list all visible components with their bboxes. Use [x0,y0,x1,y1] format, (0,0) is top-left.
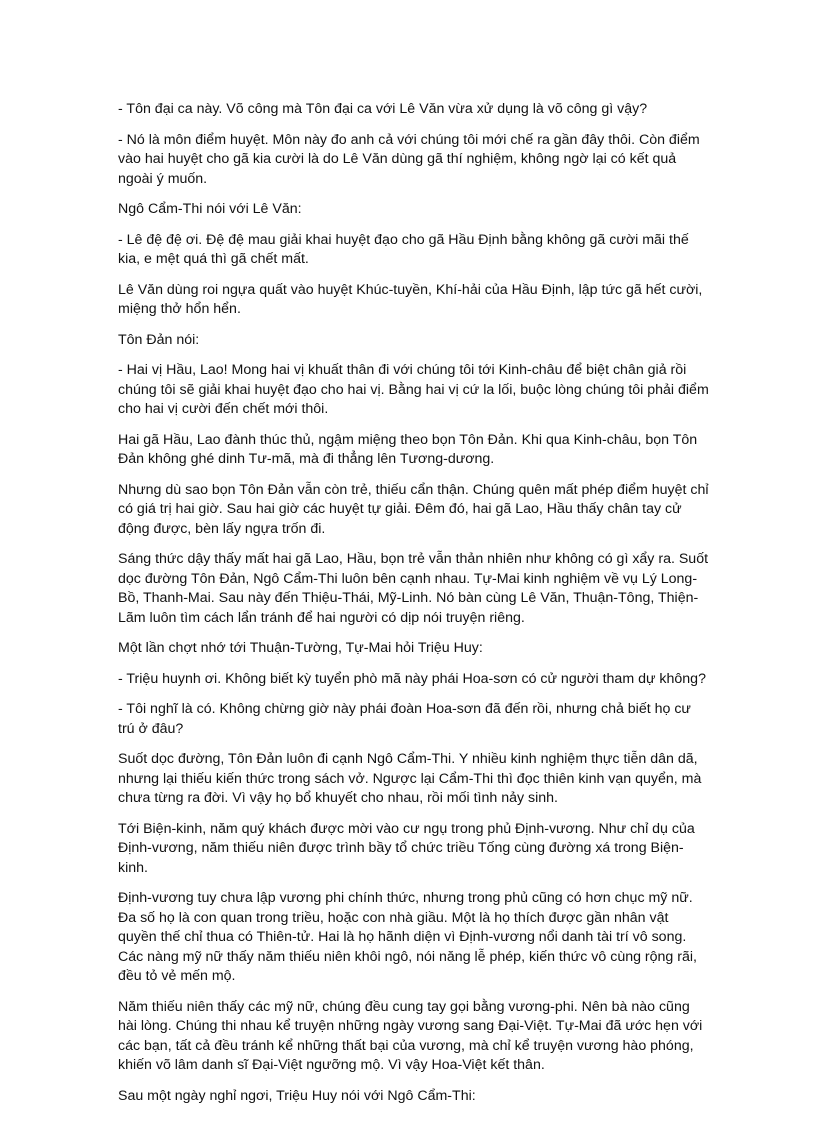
paragraph: Lê Văn dùng roi ngựa quất vào huyệt Khúc-tuyền, Khí-hải của Hầu Định, lập tức gã hết cười, miệng thở hổn hển. [118,281,703,317]
paragraph: Ngô Cẩm-Thi nói với Lê Văn: [118,201,302,217]
paragraph: - Nó là môn điểm huyệt. Môn này đo anh cả với chúng tôi mới chế ra gần đây thôi. Còn điểm vào hai huyệt cho gã kia cười là do Lê Văn dùng gã thí nghiệm, không ngờ lại có kết quả ngoài ý muốn. [118,131,700,187]
paragraph: Năm thiếu niên thấy các mỹ nữ, chúng đều cung tay gọi bằng vương-phi. Nên bà nào cũng hài lòng. Chúng thi nhau kể truyện những ngày vương sang Đại-Việt. Tự-Mai đã ước hẹn với các bạn, tất cả đều tránh kể những thất bại của vương, mà chỉ kể truyện vương hào phóng, khiến võ lâm danh sĩ Đại-Việt ngưỡng mộ. Vì vậy Hoa-Việt kết thân. [118,998,703,1073]
document-page [118,100,710,1117]
paragraph: - Tôi nghĩ là có. Không chừng giờ này phái đoàn Hoa-sơn đã đến rồi, nhưng chả biết họ cư trú ở đâu? [118,701,691,737]
paragraph: Suốt dọc đường, Tôn Đản luôn đi cạnh Ngô Cẩm-Thi. Y nhiều kinh nghiệm thực tiễn dân dã, nhưng lại thiếu kiến thức trong sách vở. Ngược lại Cẩm-Thi thì đọc thiên kinh vạn quyển, mà chưa từng ra đời. Vì vậy họ bổ khuyết cho nhau, rồi mối tình nảy sinh. [118,751,702,806]
paragraph: Nhưng dù sao bọn Tôn Đản vẫn còn trẻ, thiếu cẩn thận. Chúng quên mất phép điểm huyệt chỉ có giá trị hai giờ. Sau hai giờ các huyệt tự giải. Đêm đó, hai gã Lao, Hầu thấy chân tay cử động được, bèn lấy ngựa trốn đi. [118,481,709,537]
paragraph: Định-vương tuy chưa lập vương phi chính thức, nhưng trong phủ cũng có hơn chục mỹ nữ. Đa số họ là con quan trong triều, hoặc con nhà giầu. Một là họ thích được gần nhân vật quyền thế chỉ thua có Thiên-tử. Hai là họ hãnh diện vì Định-vương nổi danh tài trí vô song. Các nàng mỹ nữ thấy năm thiếu niên khôi ngô, nói năng lễ phép, kiến thức vô cùng rộng rãi, đều tỏ vẻ mến mộ. [118,890,697,984]
paragraph: - Hai vị Hầu, Lao! Mong hai vị khuất thân đi với chúng tôi tới Kinh-châu để biệt chân giả rồi chúng tôi sẽ giải khai huyệt đạo cho hai vị. Bằng hai vị cứ la lối, buộc lòng chúng tôi phải điểm cho hai vị cười đến chết mới thôi. [118,362,709,417]
paragraph: Một lần chợt nhớ tới Thuận-Tường, Tự-Mai hỏi Triệu Huy: [118,640,483,656]
paragraph: Sau một ngày nghỉ ngơi, Triệu Huy nói với Ngô Cẩm-Thi: [118,1087,476,1104]
paragraph: Hai gã Hầu, Lao đành thúc thủ, ngậm miệng theo bọn Tôn Đản. Khi qua Kinh-châu, bọn Tôn Đản không ghé dinh Tư-mã, mà đi thẳng lên Tương-dương. [118,431,698,467]
paragraph: - Triệu huynh ơi. Không biết kỳ tuyển phò mã này phái Hoa-sơn có cử người tham dự không? [118,670,706,687]
paragraph: Tôn Đản nói: [118,331,200,348]
paragraph: - Lê đệ đệ ơi. Đệ đệ mau giải khai huyệt đạo cho gã Hầu Định bằng không gã cười mãi thế kia, e mệt quá thì gã chết mất. [118,231,689,267]
paragraph: Sáng thức dậy thấy mất hai gã Lao, Hầu, bọn trẻ vẫn thản nhiên như không có gì xẩy ra. Suốt dọc đường Tôn Đản, Ngô Cẩm-Thi luôn bên cạnh nhau. Tự-Mai kinh nghiệm về vụ Lý Long-Bồ, Thanh-Mai. Sau này đến Thiệu-Thái, Mỹ-Linh. Nó bàn cùng Lê Văn, Thuận-Tông, Thiện-Lãm luôn tìm cách lẩn tránh để hai người có dịp nói truyện riêng. [118,551,709,626]
paragraph: - Tôn đại ca này. Võ công mà Tôn đại ca với Lê Văn vừa xử dụng là võ công gì vậy? [118,101,648,117]
paragraph: Tới Biện-kinh, năm quý khách được mời vào cư ngụ trong phủ Định-vương. Như chỉ dụ của Định-vương, năm thiếu niên được trình bầy tổ chức triều Tống cùng đường xá trong Biện-kinh. [118,820,695,876]
